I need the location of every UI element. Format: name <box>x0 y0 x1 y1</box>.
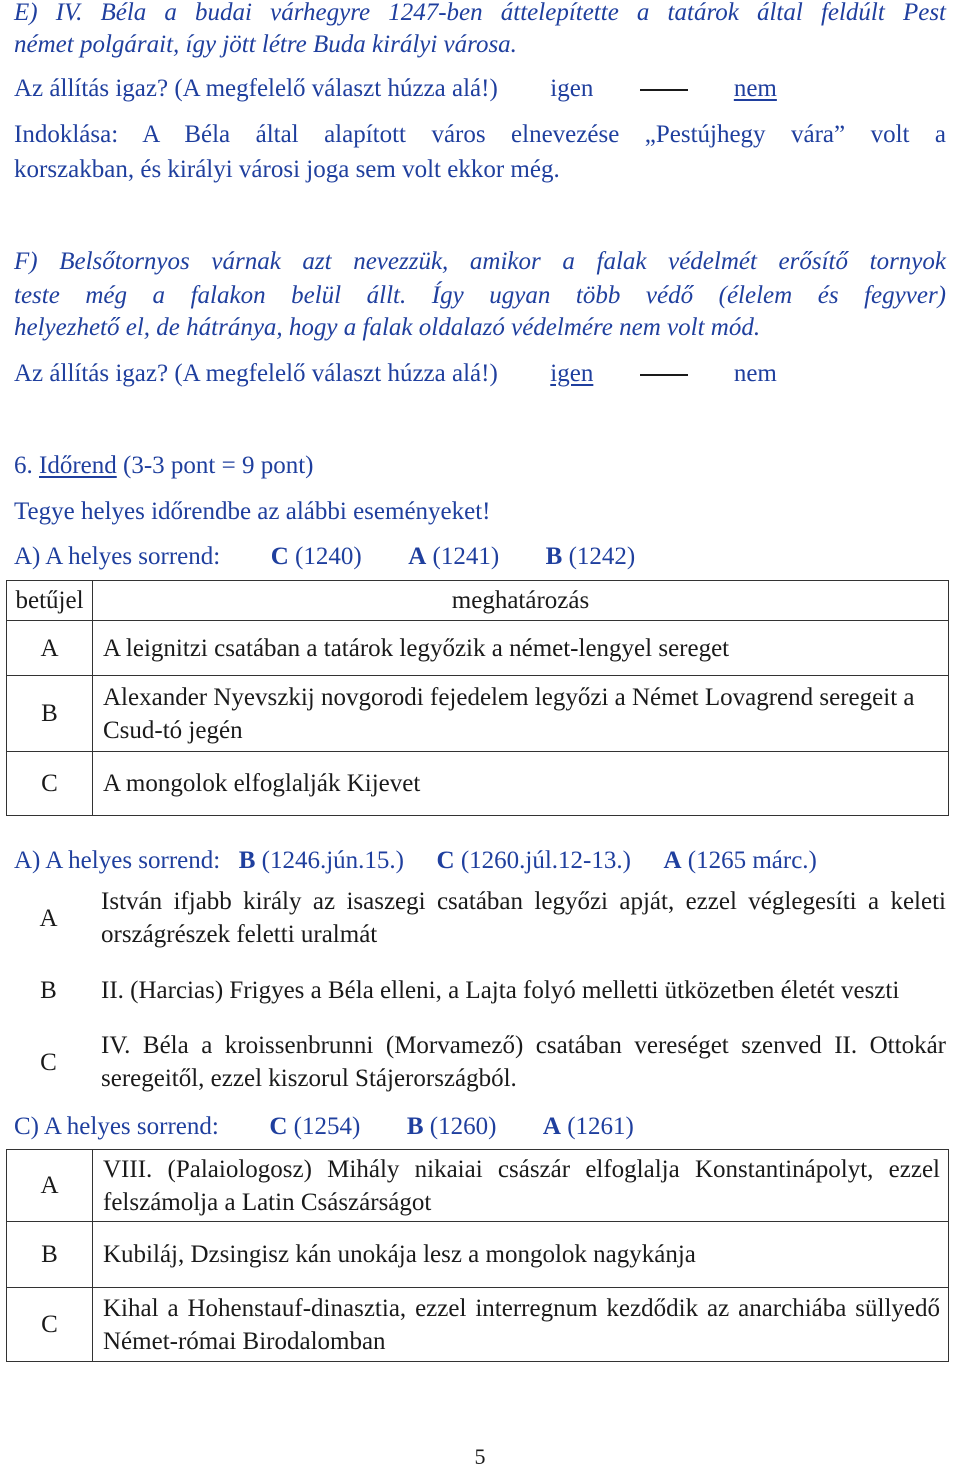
row-text: Kihal a Hohenstauf-dinasztia, ezzel interregnum kezdődik az anarchiába süllyedő Német-római Birodalomban <box>93 1288 949 1362</box>
order-c-label: C) A helyes sorrend: <box>14 1113 219 1140</box>
table-row <box>7 752 949 816</box>
order-b-letter: B <box>238 847 256 874</box>
order-c-year: (1261) <box>567 1113 634 1140</box>
order-b-year: (1260.júl.12-13.) <box>460 847 631 874</box>
order-a-year: (1242) <box>568 543 636 570</box>
reason-e-line1: Indoklása: A Béla által alapított város elnevezése „Pestújhegy vára” volt a <box>14 121 946 148</box>
row-text: IV. Béla a kroissenbrunni (Morvamező) csatában vereséget szenved II. Ottokár seregeitől, ezzel kiszorul Stájerországból. <box>101 1032 946 1092</box>
question-e-text: Az állítás igaz? (A megfelelő választ húzza alá!) <box>14 75 498 102</box>
row-text: A leignitzi csatában a tatárok legyőzik a német-lengyel sereget <box>93 621 949 676</box>
task6-title: Időrend <box>39 452 117 479</box>
order-b-letter: A <box>663 847 682 874</box>
answer-no-e[interactable]: nem <box>733 75 777 102</box>
statement-f-line3: helyezhető el, de hátránya, hogy a falak oldalazó védelmére nem volt mód. <box>14 314 761 341</box>
answer-yes-f[interactable]: igen <box>550 360 594 387</box>
question-e <box>14 74 777 104</box>
table-row <box>7 676 949 752</box>
reason-e-line2: korszakban, és királyi városi joga sem volt ekkor még. <box>14 156 560 183</box>
order-b-letter: C <box>436 847 455 874</box>
task6-number: 6. <box>14 452 33 479</box>
task6-points: (3-3 pont = 9 pont) <box>123 452 314 479</box>
row-letter: C <box>7 752 93 816</box>
row-text: Alexander Nyevszkij novgorodi fejedelem legyőzi a Német Lovagrend seregeit a Csud-tó jegén <box>93 676 949 752</box>
answer-no-f[interactable]: nem <box>733 360 777 387</box>
statement-f-line2: teste még a falakon belül állt. Így ugyan több védő (élelem és fegyver) <box>14 282 946 309</box>
order-a-letter: A <box>408 543 427 570</box>
row-text: II. (Harcias) Frigyes a Béla elleni, a Lajta folyó melletti ütközetben életét veszti <box>101 976 900 1004</box>
order-a-letter: C <box>270 543 289 570</box>
row-text: Kubiláj, Dzsingisz kán unokája lesz a mongolok nagykánja <box>93 1222 949 1288</box>
page-number: 5 <box>474 1444 486 1469</box>
table-row <box>7 1222 949 1288</box>
order-a-year: (1240) <box>295 543 362 570</box>
order-b-label: A) A helyes sorrend: <box>14 847 221 874</box>
order-a-year: (1241) <box>432 543 500 570</box>
order-c-year: (1254) <box>293 1113 361 1140</box>
row-letter: B <box>7 676 93 752</box>
order-c <box>14 1112 634 1142</box>
header-definition: meghatározás <box>93 581 949 621</box>
row-text: István ifjabb király az isaszegi csatában legyőzi apját, ezzel véglegesíti a keleti országrészek feletti uralmát <box>101 888 946 948</box>
row-letter: A <box>39 904 58 932</box>
table-header-row <box>7 581 949 621</box>
table-group-a <box>6 580 949 816</box>
order-b <box>14 846 817 876</box>
task6-heading <box>14 451 313 481</box>
header-letter: betűjel <box>7 581 93 621</box>
row-letter: A <box>7 1150 93 1222</box>
table-row <box>6 1026 946 1098</box>
order-b-year: (1246.jún.15.) <box>261 847 405 874</box>
table-row <box>7 621 949 676</box>
order-c-letter: A <box>542 1113 561 1140</box>
question-f <box>14 359 777 389</box>
order-c-year: (1260) <box>429 1113 497 1140</box>
table-group-b <box>6 882 946 1098</box>
order-b-year: (1265 márc.) <box>687 847 817 874</box>
order-c-letter: C <box>269 1113 288 1140</box>
question-f-text: Az állítás igaz? (A megfelelő választ húzza alá!) <box>14 360 498 387</box>
row-letter: C <box>7 1288 93 1362</box>
row-letter: B <box>7 1222 93 1288</box>
row-text: VIII. (Palaiologosz) Mihály nikaiai császár elfoglalja Konstantinápolyt, ezzel felszámolja a Latin Császárságot <box>93 1150 949 1222</box>
table-row <box>7 1288 949 1362</box>
table-group-c <box>6 1149 949 1362</box>
row-letter: A <box>7 621 93 676</box>
order-a-label: A) A helyes sorrend: <box>14 543 221 570</box>
answer-separator <box>640 89 688 91</box>
table-row <box>7 1150 949 1222</box>
row-text: A mongolok elfoglalják Kijevet <box>93 752 949 816</box>
order-a <box>14 542 635 572</box>
row-letter: C <box>40 1048 57 1076</box>
statement-e-line2: német polgárait, így jött létre Buda királyi városa. <box>14 31 517 58</box>
statement-f-line1: F) Belsőtornyos várnak azt nevezzük, amikor a falak védelmét erősítő tornyok <box>14 248 946 275</box>
table-row <box>6 954 946 1026</box>
answer-yes-e[interactable]: igen <box>550 75 594 102</box>
table-row <box>6 882 946 954</box>
statement-e-line1: E) IV. Béla a budai várhegyre 1247-ben áttelepítette a tatárok által feldúlt Pest <box>14 0 946 26</box>
answer-separator <box>640 374 688 376</box>
task6-instruction: Tegye helyes időrendbe az alábbi eseményeket! <box>14 498 491 525</box>
row-letter: B <box>40 976 57 1004</box>
order-c-letter: B <box>406 1113 424 1140</box>
order-a-letter: B <box>545 543 563 570</box>
